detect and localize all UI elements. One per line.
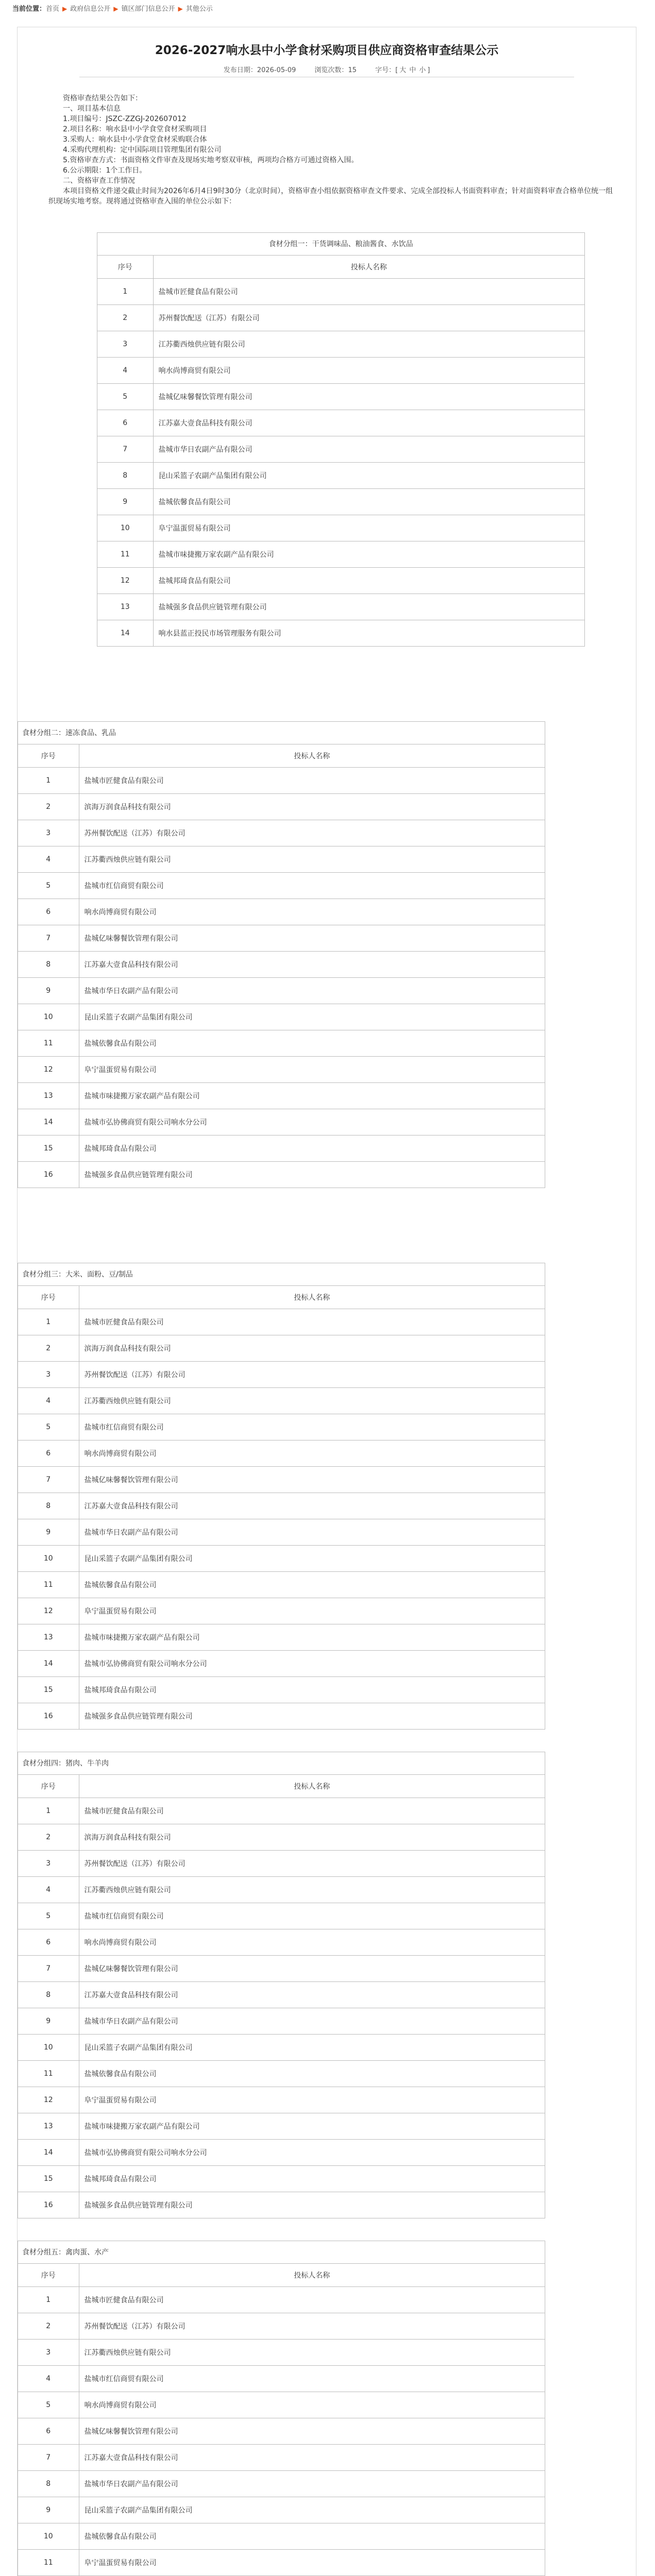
table-row (97, 594, 584, 620)
table-row (97, 357, 584, 383)
row-number: 14 (97, 620, 153, 646)
bidder-name: 阜宁温蛋贸易有限公司 (79, 2549, 545, 2575)
table-row (18, 793, 545, 820)
bidder-name: 响水县蓝正投民市场管理服务有限公司 (158, 629, 281, 638)
breadcrumb-link-gov-info[interactable]: 政府信息公开 (70, 5, 111, 13)
row-number: 11 (18, 2549, 79, 2575)
bidder-name: 盐城依馨食品有限公司 (153, 488, 584, 515)
bidder-name: 江苏嘉大壹食品科技有限公司 (79, 951, 545, 977)
article-body (48, 93, 615, 207)
bidder-name: 昆山采篮子农副产品集团有限公司 (79, 1545, 545, 1571)
bidder-name: 江苏衢西烛供应链有限公司 (153, 331, 584, 357)
bidder-name: 盐城依馨食品有限公司 (79, 1030, 545, 1056)
row-number: 13 (18, 1624, 79, 1650)
bidder-name: 盐城市华日农副产品有限公司 (79, 2470, 545, 2497)
col-header-name: 投标人名称 (79, 1286, 545, 1309)
row-number: 5 (18, 1903, 79, 1929)
bidder-name: 江苏嘉大壹食品科技有限公司 (153, 410, 584, 436)
font-size-label: 字号： (375, 66, 396, 74)
row-number: 5 (18, 2392, 79, 2418)
table-row (18, 2313, 545, 2339)
bidder-name: 滨海万润食品科技有限公司 (79, 793, 545, 820)
table-row (18, 1466, 545, 1493)
bidder-name: 盐城强多食品供应链管理有限公司 (84, 1712, 193, 1721)
group-table-3 (18, 1263, 545, 1730)
info-line: 6.公示期限：1个工作日。 (63, 166, 147, 175)
table-row (18, 820, 545, 846)
row-number: 2 (18, 793, 79, 820)
table-row (18, 1440, 545, 1466)
table-row (97, 410, 584, 436)
row-number: 16 (18, 1161, 79, 1188)
row-number: 12 (18, 1056, 79, 1082)
row-number: 8 (18, 2470, 79, 2497)
row-number: 6 (97, 410, 153, 436)
bidder-name: 盐城邦琦食品有限公司 (79, 1676, 545, 1703)
table-row (18, 1082, 545, 1109)
info-line: 1.项目编号：JSZC-ZZGJ-202607012 (63, 115, 187, 123)
bidder-name: 阜宁温蛋贸易有限公司 (79, 2087, 545, 2113)
row-number: 8 (18, 1493, 79, 1519)
row-number: 5 (18, 872, 79, 899)
bidder-name: 昆山采篮子农副产品集团有限公司 (153, 462, 584, 488)
group-table-2 (18, 721, 545, 1188)
row-number: 15 (18, 1135, 79, 1161)
bidder-name: 响水尚博商贸有限公司 (79, 899, 545, 925)
bidder-name: 盐城市匠健食品有限公司 (79, 767, 545, 793)
table-row (18, 1414, 545, 1440)
bidder-name: 苏州餐饮配送（江苏）有限公司 (79, 2313, 545, 2339)
table-row (18, 899, 545, 925)
row-number: 13 (18, 1082, 79, 1109)
bidder-name: 江苏嘉大壹食品科技有限公司 (79, 1493, 545, 1519)
table-row (18, 1798, 545, 1824)
group-caption: 食材分组五：禽肉蛋、水产 (18, 2241, 545, 2264)
row-number: 10 (18, 2034, 79, 2060)
table-row (18, 2418, 545, 2444)
bidder-name: 盐城市华日农副产品有限公司 (79, 977, 545, 1004)
bidder-name: 盐城邦琦食品有限公司 (79, 1135, 545, 1161)
table-row (18, 2060, 545, 2087)
article-panel (17, 27, 636, 2576)
bidder-name: 盐城市味捷搬万家农副产品有限公司 (153, 541, 584, 567)
bidder-name: 盐城市华日农副产品有限公司 (79, 1519, 545, 1545)
bidder-name: 盐城市红信商贸有限公司 (79, 872, 545, 899)
row-number: 8 (18, 1981, 79, 2008)
table-row (97, 383, 584, 410)
bidder-name: 苏州餐饮配送（江苏）有限公司 (153, 304, 584, 331)
bidder-name: 盐城邦琦食品有限公司 (153, 567, 584, 594)
table-row (18, 1493, 545, 1519)
row-number: 11 (18, 1030, 79, 1056)
bidder-name: 盐城市匠健食品有限公司 (79, 1798, 545, 1824)
publish-date: 发布日期：2026-05-09 (223, 66, 296, 74)
table-row (18, 2339, 545, 2365)
bidder-name: 阜宁温蛋贸易有限公司 (79, 1056, 545, 1082)
bidder-name: 苏州餐饮配送（江苏）有限公司 (79, 1850, 545, 1876)
bidder-name: 盐城市匠健食品有限公司 (153, 278, 584, 304)
table-row (18, 1335, 545, 1361)
row-number: 11 (97, 541, 153, 567)
table-row (97, 436, 584, 462)
breadcrumb-link-dept-info[interactable]: 镇区部门信息公开 (121, 5, 175, 13)
bidder-name: 响水尚博商贸有限公司 (79, 1929, 545, 1955)
table-row (18, 2034, 545, 2060)
bidder-name: 盐城强多食品供应链管理有限公司 (84, 2201, 193, 2210)
row-number: 5 (97, 383, 153, 410)
table-row (18, 1161, 545, 1188)
row-number: 3 (18, 1361, 79, 1387)
row-number: 10 (18, 2523, 79, 2549)
table-row (18, 2113, 545, 2139)
bidder-name: 盐城市弘协佛商贸有限公司响水分公司 (79, 2139, 545, 2165)
table-row (18, 1545, 545, 1571)
col-header-no: 序号 (18, 1775, 79, 1798)
section-heading: 一、项目基本信息 (63, 105, 121, 113)
row-number: 9 (18, 977, 79, 1004)
group-table-1 (97, 232, 585, 647)
col-header-no: 序号 (18, 2264, 79, 2286)
row-number: 3 (18, 820, 79, 846)
row-number: 12 (18, 1598, 79, 1624)
bidder-name: 苏州餐饮配送（江苏）有限公司 (79, 1361, 545, 1387)
table-row (18, 2444, 545, 2470)
row-number: 14 (18, 1650, 79, 1676)
breadcrumb-label: 当前位置： (12, 5, 46, 13)
bidder-name: 江苏衢西烛供应链有限公司 (79, 2339, 545, 2365)
bidder-name: 阜宁温蛋贸易有限公司 (79, 1598, 545, 1624)
bidder-name: 盐城市味捷搬万家农副产品有限公司 (79, 1082, 545, 1109)
row-number: 13 (18, 2113, 79, 2139)
font-size-medium-button[interactable]: 中 (409, 66, 416, 74)
bidder-name: 盐城市匠健食品有限公司 (79, 1309, 545, 1335)
table-row (18, 2470, 545, 2497)
table-row (97, 541, 584, 567)
table-row (18, 2192, 545, 2218)
row-number: 7 (18, 2444, 79, 2470)
bidder-name: 盐城亿味馨餐饮管理有限公司 (79, 1955, 545, 1981)
bidder-name: 响水尚博商贸有限公司 (79, 2392, 545, 2418)
bidder-name: 盐城市华日农副产品有限公司 (79, 2008, 545, 2034)
table-row (18, 1598, 545, 1624)
row-number: 9 (18, 1519, 79, 1545)
row-number: 1 (18, 1798, 79, 1824)
article-meta (18, 64, 636, 74)
bidder-name: 盐城市红信商贸有限公司 (79, 1903, 545, 1929)
info-line: 3.采购人：响水县中小学食堂食材采购联合体 (63, 135, 207, 144)
bidder-name: 盐城亿味馨餐饮管理有限公司 (79, 1466, 545, 1493)
info-line: 5.资格审查方式：书面资格文件审查及现场实地考察双审核，两项均合格方可通过资格入围。 (63, 156, 359, 164)
table-row (97, 331, 584, 357)
row-number: 7 (18, 925, 79, 951)
table-row (97, 462, 584, 488)
row-number: 2 (18, 2313, 79, 2339)
table-row (18, 1955, 545, 1981)
bidder-name: 盐城市弘协佛商贸有限公司响水分公司 (79, 1650, 545, 1676)
row-number: 10 (18, 1545, 79, 1571)
breadcrumb-separator-icon: ▶ (62, 5, 68, 12)
row-number: 4 (18, 846, 79, 872)
row-number: 11 (18, 1571, 79, 1598)
table-row (18, 767, 545, 793)
col-header-no: 序号 (18, 1286, 79, 1309)
row-number: 12 (18, 2087, 79, 2113)
row-number: 7 (97, 436, 153, 462)
table-row (18, 1309, 545, 1335)
row-number: 10 (97, 515, 153, 541)
bidder-name: 盐城亿味馨餐饮管理有限公司 (79, 925, 545, 951)
font-size-switch: 字号：[ 大 中 小 ] (375, 66, 430, 74)
table-row (97, 515, 584, 541)
group-table-5 (18, 2241, 545, 2576)
table-row (97, 620, 584, 646)
bidder-name: 滨海万润食品科技有限公司 (79, 1335, 545, 1361)
bidder-name: 盐城依馨食品有限公司 (79, 2060, 545, 2087)
table-row (97, 567, 584, 594)
row-number: 6 (18, 2418, 79, 2444)
table-row (18, 2365, 545, 2392)
row-number: 2 (97, 304, 153, 331)
row-number: 7 (18, 1955, 79, 1981)
bidder-name: 盐城市匠健食品有限公司 (79, 2286, 545, 2313)
bidder-name: 昆山采篮子农副产品集团有限公司 (79, 1004, 545, 1030)
row-number: 9 (97, 488, 153, 515)
bidder-name: 盐城亿味馨餐饮管理有限公司 (79, 2418, 545, 2444)
row-number: 10 (18, 1004, 79, 1030)
intro-text: 资格审查结果公告如下： (63, 94, 142, 103)
bidder-name: 盐城亿味馨餐饮管理有限公司 (153, 383, 584, 410)
font-size-large-button[interactable]: 大 (399, 66, 407, 74)
bidder-name: 昆山采篮子农副产品集团有限公司 (79, 2497, 545, 2523)
table-row (18, 951, 545, 977)
bidder-name: 滨海万润食品科技有限公司 (79, 1824, 545, 1850)
col-header-name: 投标人名称 (79, 744, 545, 767)
section-paragraph: 本项目资格文件递交截止时间为2026年6月4日9时30分（北京时间），资格审查小组依据资格审查文件要求、完成全部投标人书面资料审查；针对面资料审查合格单位统一组织现场实地考察。现将通过资格审查入围的单位公示如下： (48, 187, 613, 206)
table-row (18, 2165, 545, 2192)
bidder-name: 盐城市味捷搬万家农副产品有限公司 (79, 2113, 545, 2139)
info-line: 2.项目名称：响水县中小学食堂食材采购项目 (63, 125, 207, 133)
row-number: 13 (97, 594, 153, 620)
row-number: 6 (18, 1440, 79, 1466)
col-header-no: 序号 (97, 256, 153, 278)
row-number: 11 (18, 2060, 79, 2087)
col-header-name: 投标人名称 (79, 1775, 545, 1798)
table-row (18, 1876, 545, 1903)
table-row (18, 1624, 545, 1650)
row-number: 1 (18, 767, 79, 793)
row-number: 6 (18, 1929, 79, 1955)
breadcrumb-separator-icon: ▶ (113, 5, 119, 12)
view-count: 浏览次数：15 (314, 66, 357, 74)
table-row (18, 1650, 545, 1676)
bidder-name: 盐城依馨食品有限公司 (79, 1571, 545, 1598)
table-row (18, 2549, 545, 2575)
table-row (18, 1135, 545, 1161)
table-row (18, 1056, 545, 1082)
col-header-name: 投标人名称 (79, 2264, 545, 2286)
article-title: 2026-2027响水县中小学食材采购项目供应商资格审查结果公示 (155, 44, 499, 57)
row-number: 3 (97, 331, 153, 357)
table-row (18, 1903, 545, 1929)
bidder-name: 盐城强多食品供应链管理有限公司 (153, 594, 584, 620)
row-number: 4 (97, 357, 153, 383)
group-table-4 (18, 1752, 545, 2218)
bidder-name: 盐城市味捷搬万家农副产品有限公司 (79, 1624, 545, 1650)
table-row (18, 1981, 545, 2008)
row-number: 1 (18, 2286, 79, 2313)
group-caption: 食材分组二：速冻食品、乳品 (18, 722, 545, 744)
bidder-name: 昆山采篮子农副产品集团有限公司 (79, 2034, 545, 2060)
table-row (18, 2523, 545, 2549)
table-row (18, 1571, 545, 1598)
bidder-name: 苏州餐饮配送（江苏）有限公司 (79, 820, 545, 846)
row-number: 8 (97, 462, 153, 488)
table-row (18, 1361, 545, 1387)
bidder-name: 江苏嘉大壹食品科技有限公司 (79, 1981, 545, 2008)
row-number: 3 (18, 2339, 79, 2365)
table-row (18, 1850, 545, 1876)
breadcrumb (12, 3, 213, 13)
row-number: 9 (18, 2008, 79, 2034)
row-number: 7 (18, 1466, 79, 1493)
group-caption: 食材分组三：大米、面粉、豆/制品 (18, 1263, 545, 1286)
bidder-name: 江苏衢西烛供应链有限公司 (79, 1387, 545, 1414)
bidder-name: 阜宁温蛋贸易有限公司 (153, 515, 584, 541)
row-number: 9 (18, 2497, 79, 2523)
table-row (18, 2497, 545, 2523)
table-row (18, 977, 545, 1004)
row-number: 4 (18, 1876, 79, 1903)
row-number: 16 (18, 1703, 79, 1729)
row-number: 2 (18, 1824, 79, 1850)
group-caption: 食材分组四：猪肉、牛羊肉 (18, 1752, 545, 1775)
bidder-name: 盐城市红信商贸有限公司 (79, 1414, 545, 1440)
row-number: 16 (18, 2192, 79, 2218)
bidder-name: 盐城市红信商贸有限公司 (79, 2365, 545, 2392)
row-number: 4 (18, 2365, 79, 2392)
table-row (18, 1519, 545, 1545)
table-row (97, 304, 584, 331)
bidder-name: 江苏衢西烛供应链有限公司 (79, 1876, 545, 1903)
table-row (18, 2087, 545, 2113)
table-row (18, 2286, 545, 2313)
bidder-name: 江苏衢西烛供应链有限公司 (79, 846, 545, 872)
breadcrumb-separator-icon: ▶ (178, 5, 183, 12)
table-row (18, 1004, 545, 1030)
row-number: 4 (18, 1387, 79, 1414)
row-number: 5 (18, 1414, 79, 1440)
breadcrumb-home-link[interactable]: 首页 (46, 5, 60, 13)
row-number: 2 (18, 1335, 79, 1361)
row-number: 12 (97, 567, 153, 594)
info-line: 4.采购代理机构：定中国际项目管理集团有限公司 (63, 146, 222, 154)
row-number: 14 (18, 2139, 79, 2165)
table-row (18, 1387, 545, 1414)
bidder-name: 盐城强多食品供应链管理有限公司 (84, 1171, 193, 1179)
table-row (97, 488, 584, 515)
col-header-no: 序号 (18, 744, 79, 767)
bidder-name: 盐城市华日农副产品有限公司 (153, 436, 584, 462)
row-number: 14 (18, 1109, 79, 1135)
row-number: 3 (18, 1850, 79, 1876)
table-row (18, 2139, 545, 2165)
table-row (18, 1109, 545, 1135)
bidder-name: 盐城市弘协佛商贸有限公司响水分公司 (79, 1109, 545, 1135)
table-row (18, 846, 545, 872)
section-heading: 二、资格审查工作情况 (63, 177, 135, 185)
font-size-small-button[interactable]: 小 (419, 66, 426, 74)
row-number: 6 (18, 899, 79, 925)
table-row (18, 1703, 545, 1729)
table-row (18, 1929, 545, 1955)
bidder-name: 江苏嘉大壹食品科技有限公司 (79, 2444, 545, 2470)
table-row (18, 872, 545, 899)
bidder-name: 响水尚博商贸有限公司 (153, 357, 584, 383)
row-number: 1 (18, 1309, 79, 1335)
breadcrumb-link-other-notice[interactable]: 其他公示 (186, 5, 213, 13)
row-number: 15 (18, 2165, 79, 2192)
row-number: 1 (97, 278, 153, 304)
row-number: 15 (18, 1676, 79, 1703)
table-row (18, 925, 545, 951)
group-caption: 食材分组一：干货调味品、粮油酱食、水饮品 (97, 233, 584, 256)
bidder-name: 响水尚博商贸有限公司 (79, 1440, 545, 1466)
table-row (18, 1676, 545, 1703)
table-row (18, 2392, 545, 2418)
col-header-name: 投标人名称 (153, 256, 584, 278)
table-row (18, 1030, 545, 1056)
table-row (18, 1824, 545, 1850)
bidder-name: 盐城邦琦食品有限公司 (79, 2165, 545, 2192)
table-row (97, 278, 584, 304)
table-row (18, 2008, 545, 2034)
bidder-name: 盐城依馨食品有限公司 (79, 2523, 545, 2549)
row-number: 8 (18, 951, 79, 977)
